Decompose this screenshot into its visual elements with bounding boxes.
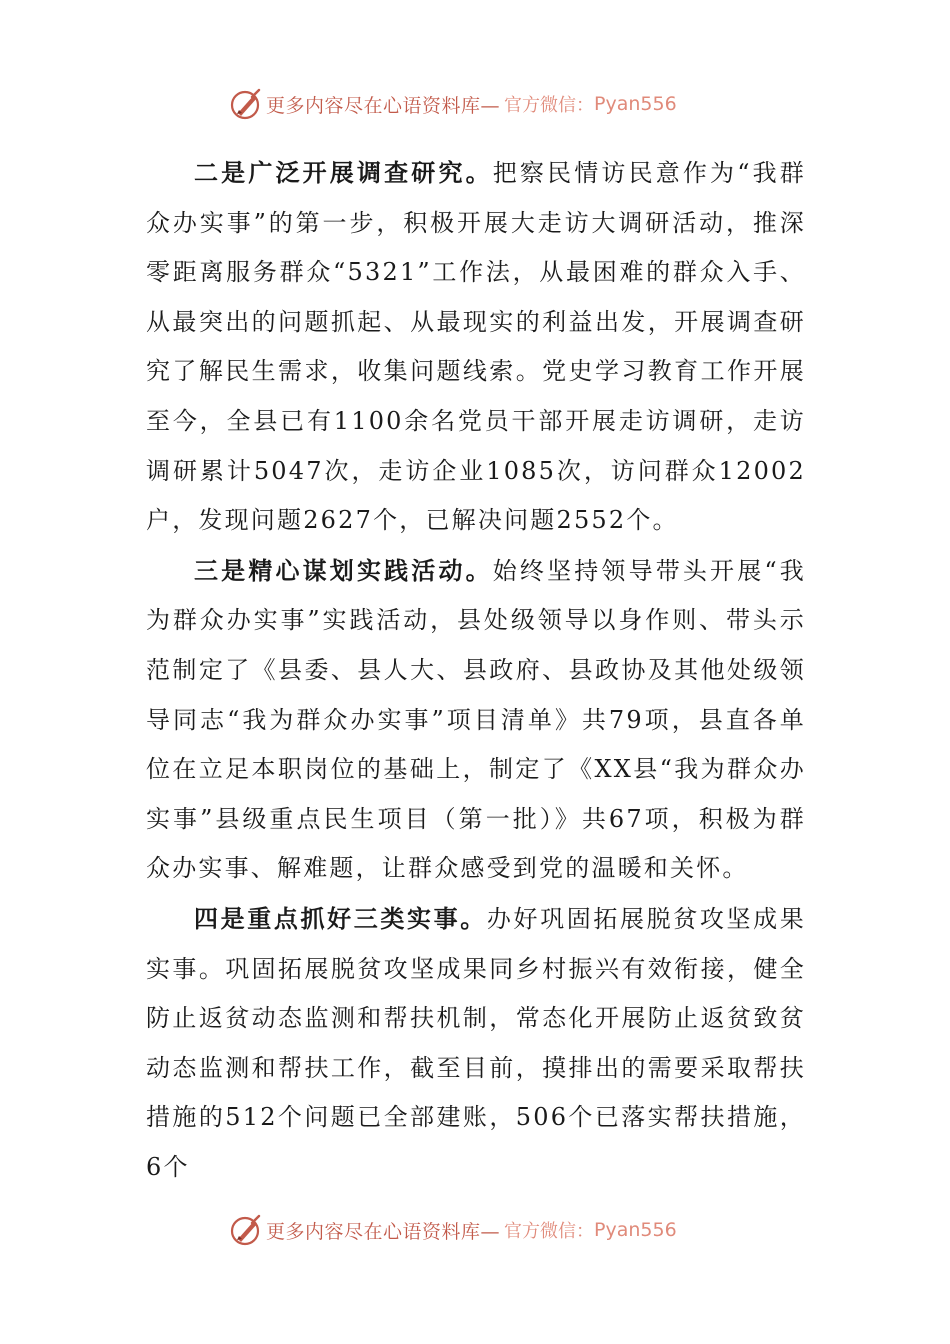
banner-wechat-label: 官方微信：: [504, 1221, 595, 1242]
pen-logo-icon: [228, 1212, 264, 1248]
banner-slogan: 更多内容尽在心语资料库—: [266, 1220, 501, 1243]
paragraph-lead: 三是精心谋划实践活动。: [194, 555, 493, 585]
document-body: [146, 148, 806, 1192]
banner-wechat-id: Pyan556: [594, 1219, 677, 1241]
paragraph-text: 始终坚持领导带头开展“我为群众办实事”实践活动，县处级领导以身作则、带头示范制定了《县委、县人大、县政府、县政协及其他处级领导同志“我为群众办实事”项目清单》共79项，县直各单位在立足本职岗位的基础上，制定了《XX县“我为群众办实事”县级重点民生项目（第一批）》共67项，积极为群众办实事、解难题，让群众感受到党的温暖和关怀。: [146, 556, 806, 883]
paragraph-text: 把察民情访民意作为“我群众办实事”的第一步，积极开展大走访大调研活动，推深零距离服务群众“5321”工作法，从最困难的群众入手、从最突出的问题抓起、从最现实的利益出发，开展调查研究了解民生需求，收集问题线索。党史学习教育工作开展至今，全县已有1100余名党员干部开展走访调研，走访调研累计5047次，走访企业1085次，访问群众12002户，发现问题2627个，已解决问题2552个。: [146, 159, 806, 535]
paragraph-practice-activities: [146, 546, 806, 894]
banner-slogan: 更多内容尽在心语资料库—: [266, 94, 501, 117]
banner-wechat-id: Pyan556: [594, 93, 677, 115]
paragraph-lead: 四是重点抓好三类实事。: [194, 903, 487, 933]
paragraph-three-practical-matters: [146, 894, 806, 1193]
paragraph-lead: 二是广泛开展调查研究。: [194, 158, 493, 187]
pen-logo-icon: [228, 86, 264, 122]
footer-watermark-banner: [228, 1210, 728, 1250]
banner-wechat-label: 官方微信：: [504, 95, 595, 116]
paragraph-text: 办好巩固拓展脱贫攻坚成果实事。巩固拓展脱贫攻坚成果同乡村振兴有效衔接，健全防止返贫动态监测和帮扶机制，常态化开展防止返贫致贫动态监测和帮扶工作，截至目前，摸排出的需要采取帮扶措施的512个问题已全部建账，506个已落实帮扶措施，6个: [146, 904, 807, 1181]
header-watermark-banner: [228, 84, 728, 124]
paragraph-survey-research: [146, 148, 806, 546]
